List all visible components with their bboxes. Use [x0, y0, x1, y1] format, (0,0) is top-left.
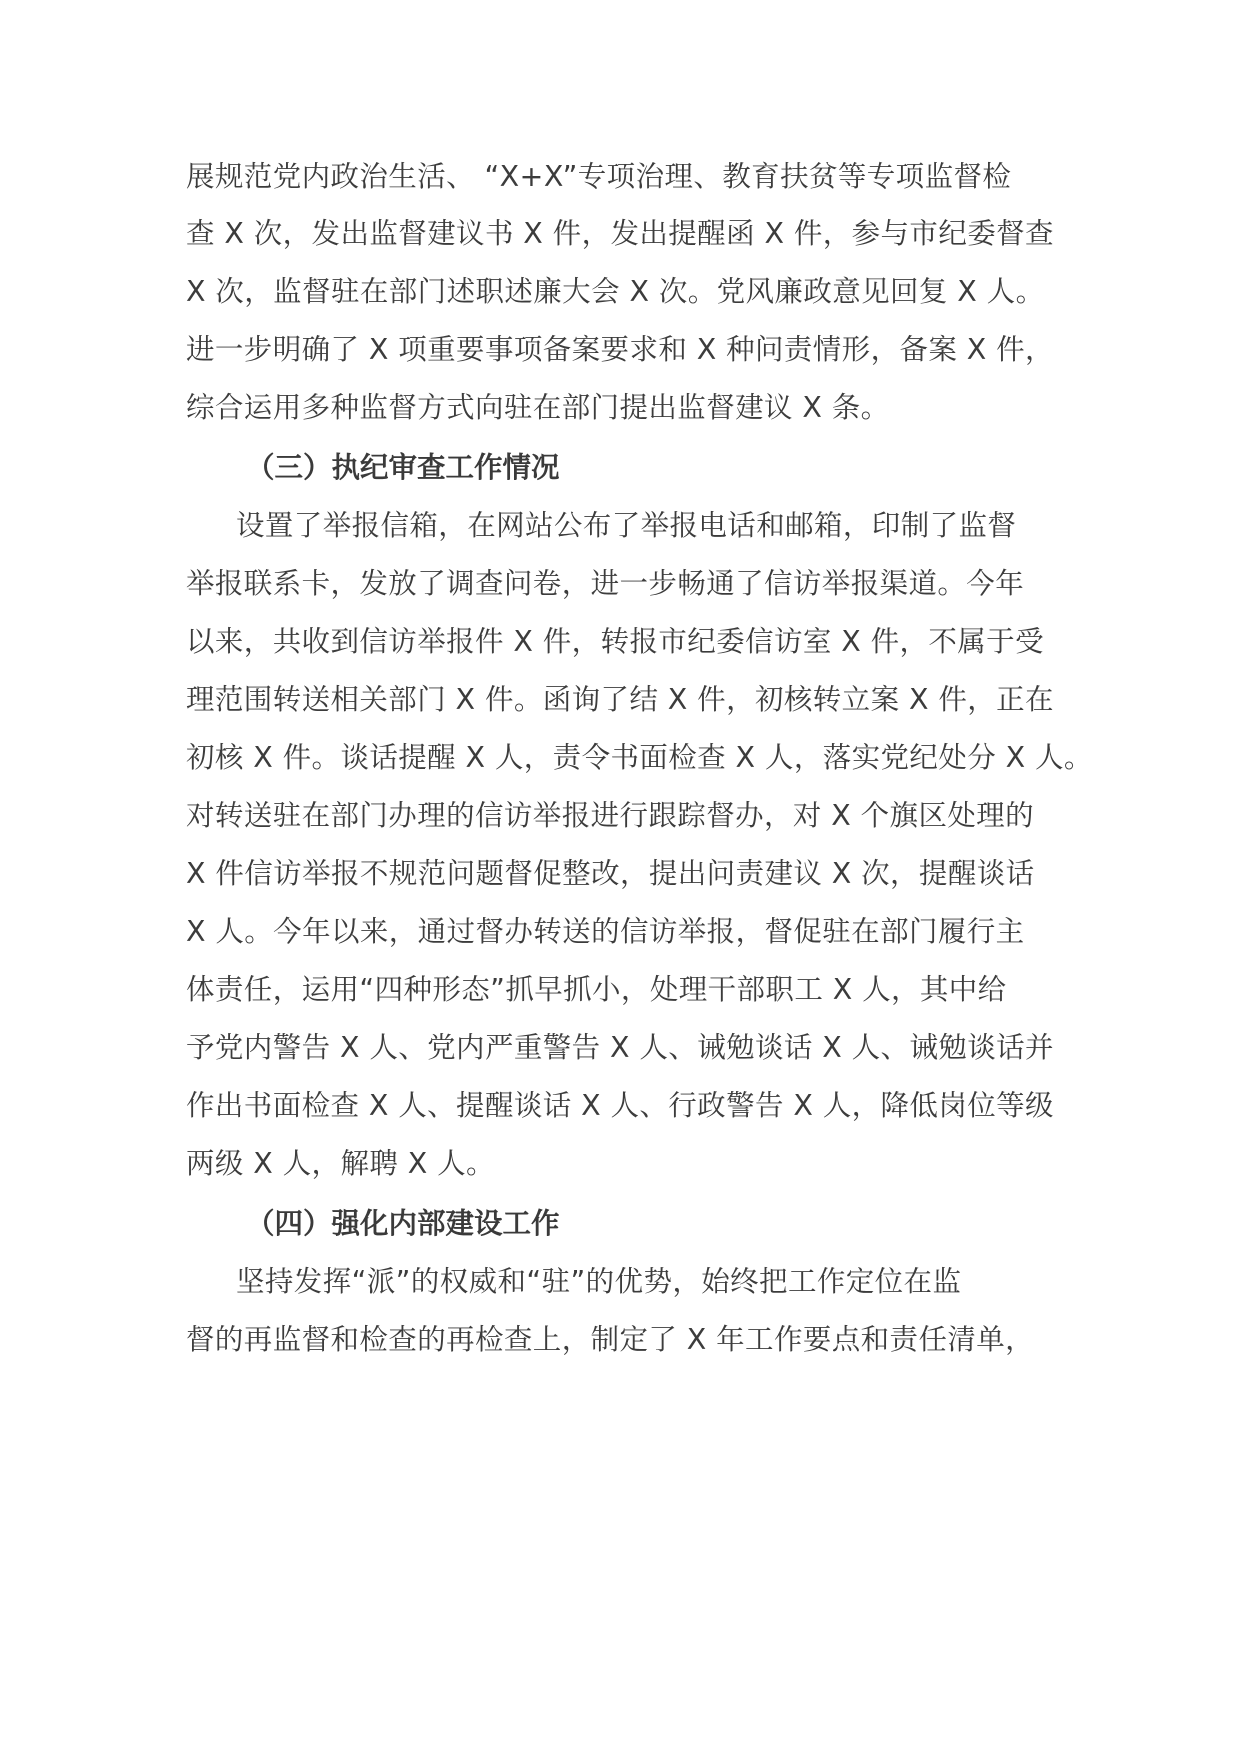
paragraph-2-line: X 人。今年以来，通过督办转送的信访举报，督促驻在部门履行主 [186, 915, 1025, 948]
paragraph-2-line: 予党内警告 X 人、党内严重警告 X 人、诫勉谈话 X 人、诫勉谈话并 [186, 1031, 1054, 1064]
paragraph-1-line: 查 X 次，发出监督建议书 X 件，发出提醒函 X 件，参与市纪委督查 [186, 217, 1054, 250]
paragraph-2-line: 以来，共收到信访举报件 X 件，转报市纪委信访室 X 件，不属于受 [186, 625, 1044, 658]
paragraph-2-line: 体责任，运用“四种形态”抓早抓小，处理干部职工 X 人，其中给 [186, 973, 1007, 1006]
paragraph-2-line: 初核 X 件。谈话提醒 X 人，责令书面检查 X 人，落实党纪处分 X 人。 [186, 741, 1093, 774]
paragraph-2-line: 作出书面检查 X 人、提醒谈话 X 人、行政警告 X 人，降低岗位等级 [186, 1089, 1054, 1122]
paragraph-2-line: 举报联系卡，发放了调查问卷，进一步畅通了信访举报渠道。今年 [186, 567, 1025, 600]
paragraph-3-line: 督的再监督和检查的再检查上，制定了 X 年工作要点和责任清单， [186, 1323, 1035, 1356]
paragraph-2-line: X 件信访举报不规范问题督促整改，提出问责建议 X 次，提醒谈话 [186, 857, 1035, 890]
paragraph-1-line: 进一步明确了 X 项重要事项备案要求和 X 种问责情形，备案 X 件， [186, 333, 1054, 366]
paragraph-1-line: X 次，监督驻在部门述职述廉大会 X 次。党风廉政意见回复 X 人。 [186, 275, 1045, 308]
paragraph-2-line: 两级 X 人，解聘 X 人。 [186, 1147, 495, 1180]
paragraph-3-line: 坚持发挥“派”的权威和“驻”的优势，始终把工作定位在监 [236, 1265, 962, 1298]
paragraph-2-line: 对转送驻在部门办理的信访举报进行跟踪督办，对 X 个旗区处理的 [186, 799, 1035, 832]
paragraph-1-line: 展规范党内政治生活、 “X+X”专项治理、教育扶贫等专项监督检 [186, 160, 1012, 193]
paragraph-1-line: 综合运用多种监督方式向驻在部门提出监督建议 X 条。 [186, 391, 890, 424]
section-heading-4: （四）强化内部建设工作 [246, 1207, 560, 1240]
paragraph-2-line: 理范围转送相关部门 X 件。函询了结 X 件，初核转立案 X 件，正在 [186, 683, 1054, 716]
section-heading-3: （三）执纪审查工作情况 [246, 451, 560, 484]
paragraph-2-line: 设置了举报信箱，在网站公布了举报电话和邮箱，印制了监督 [236, 509, 1017, 542]
